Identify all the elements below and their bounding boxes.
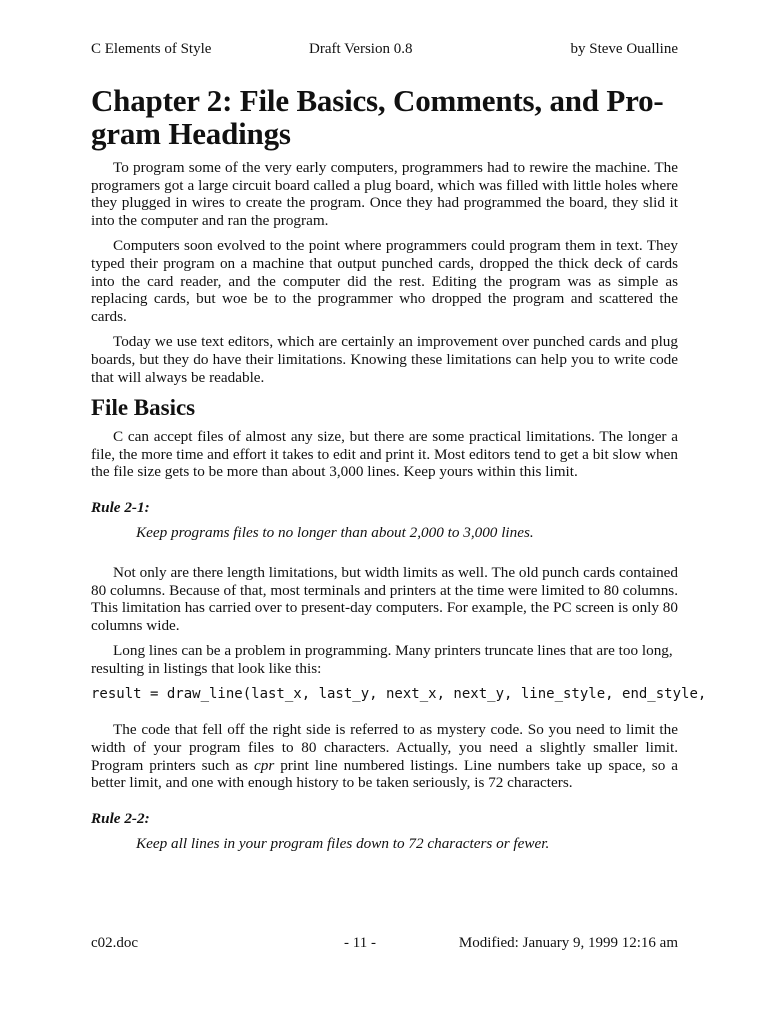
header-author: by Steve Oualline [570,41,678,57]
rule-2-1-label: Rule 2-1: [91,498,150,516]
section-heading-file-basics: File Basics [91,395,196,421]
header-draft-version: Draft Version 0.8 [309,41,413,57]
intro-paragraph-1: To program some of the very early computers, programmers had to rewire the machine. The programers got a large circuit board called a plug board, which was filled with little holes where they plugged in wires to create the program. Once they had programmed the board, they slid it into the computer and ran the program. [91,159,678,229]
file-basics-paragraph-1: C can accept files of almost any size, but there are some practical limitations. The longer a file, the more time and effort it takes to edit and print it. Most editors tend to get a bit slow when the file size gets to be more than about 3,000 lines. Keep yours within this limit. [91,428,678,481]
paragraph-4-text-after: print line numbered listings. Line numbers take up space, so a better limit, and one with enough history to be taken seriously, is 72 characters. [91,756,678,792]
cpr-program-name: cpr [254,756,275,774]
file-basics-paragraph-4 [91,721,678,791]
running-footer [91,935,678,955]
rule-2-1-text: Keep programs files to no longer than about 2,000 to 3,000 lines. [136,523,534,541]
chapter-title: Chapter 2: File Basics, Comments, and Pro-gram Headings [91,83,664,151]
code-example: result = draw_line(last_x, last_y, next_x, next_y, line_style, end_style, [91,686,707,703]
paragraph-4-text-before: The code that fell off the right side is referred to as mystery code. So you need to limit the width of your program files to 80 characters. Actually, you need a slightly smaller limit. Program printers such as [91,721,678,774]
running-header [91,41,678,61]
page-content [91,83,707,875]
file-basics-paragraph-2: Not only are there length limitations, but width limits as well. The old punch cards contained 80 columns. Because of that, most terminals and printers at the time were limited to 80 columns. This limitation has carried over to present-day computers. For example, the PC screen is only 80 columns wide. [91,563,678,634]
rule-2-2-label: Rule 2-2: [91,809,150,827]
document-page [91,0,707,1024]
footer-page-number: - 11 - [344,935,376,951]
header-book-title: C Elements of Style [91,41,212,57]
intro-paragraph-3: Today we use text editors, which are certainly an improvement over punched cards and plug boards, but they do have their limitations. Knowing these limitations can help you to write code that will always be readable. [91,333,678,386]
rule-2-2-text: Keep all lines in your program files down to 72 characters or fewer. [136,834,550,852]
intro-paragraph-2: Computers soon evolved to the point where programmers could program them in text. They typed their program on a machine that output punched cards, dropped the thick deck of cards into the card reader, and the computer did the rest. Editing the program was as simple as replacing cards, but woe be to the programmer who dropped the program and scattered the cards. [91,237,678,325]
file-basics-paragraph-3: Long lines can be a problem in programming. Many printers truncate lines that are too long, resulting in listings that look like this: [91,642,673,677]
footer-modified-date: Modified: January 9, 1999 12:16 am [458,935,678,951]
footer-filename: c02.doc [91,935,139,951]
